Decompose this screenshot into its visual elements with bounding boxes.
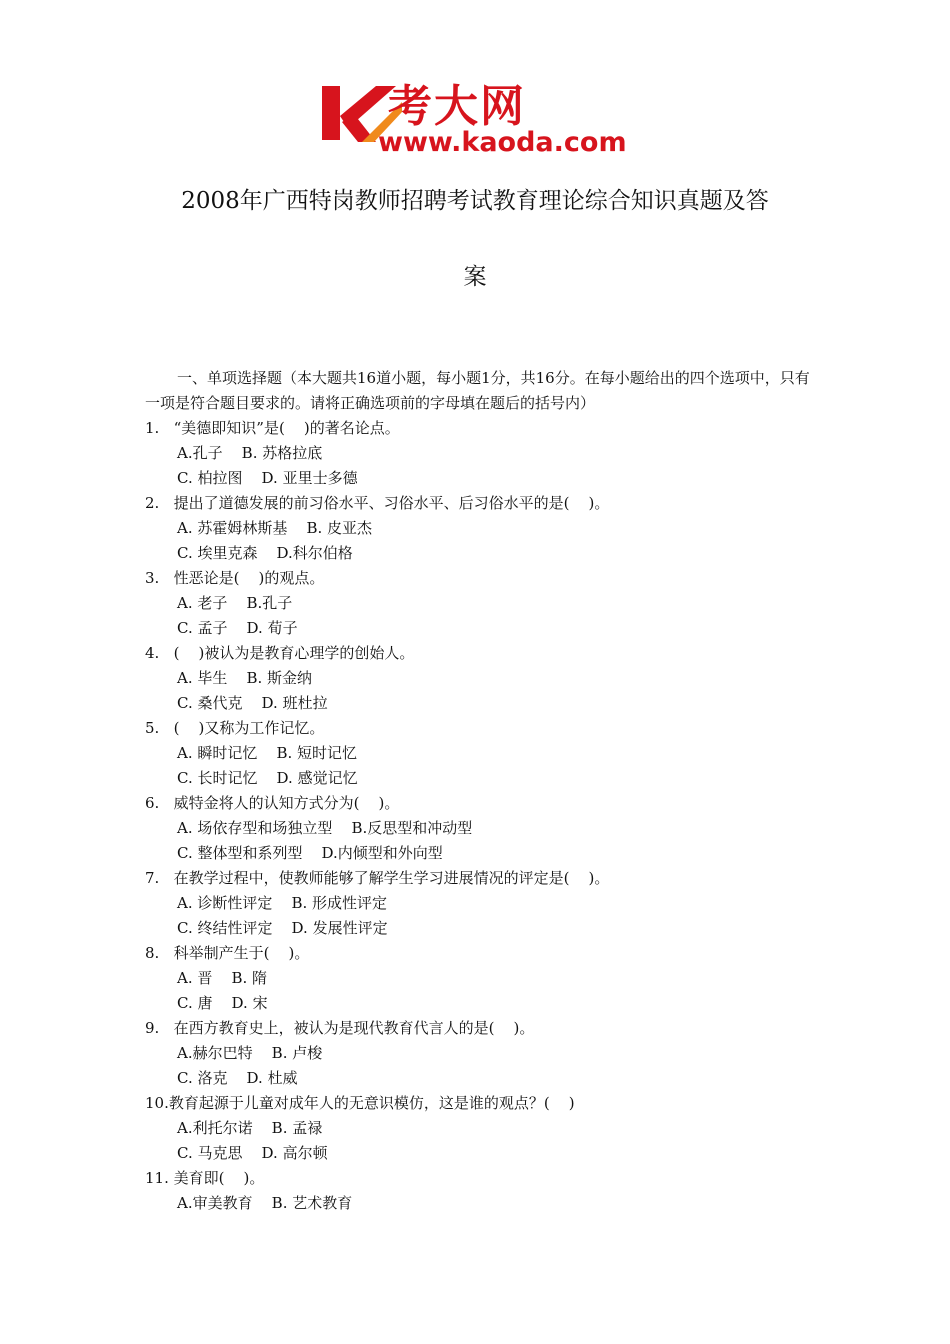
logo-url-text: www.kaoda.com — [378, 127, 627, 158]
question-1-options-cd: C. 柏拉图 D. 亚里士多德 — [177, 469, 358, 487]
kaoda-logo — [318, 82, 638, 162]
question-5-options-cd: C. 长时记忆 D. 感觉记忆 — [177, 769, 358, 787]
question-10-options-cd: C. 马克思 D. 高尔顿 — [177, 1144, 328, 1162]
document-title-line1: 2008年广西特岗教师招聘考试教育理论综合知识真题及答 — [181, 188, 769, 214]
question-8-options-ab: A. 晋 B. 隋 — [177, 969, 268, 987]
document-title-line2: 案 — [463, 264, 487, 290]
question-5: 5. ( )又称为工作记忆。 — [145, 719, 325, 737]
question-4-options-ab: A. 毕生 B. 斯金纳 — [177, 669, 313, 687]
question-8-options-cd: C. 唐 D. 宋 — [177, 994, 268, 1012]
question-2-options-cd: C. 埃里克森 D.科尔伯格 — [177, 544, 353, 562]
question-11: 11. 美育即( )。 — [145, 1169, 265, 1187]
logo-brand-text: 考大网 — [388, 81, 526, 132]
question-11-options-ab: A.审美教育 B. 艺术教育 — [177, 1194, 353, 1212]
question-9: 9. 在西方教育史上，被认为是现代教育代言人的是( )。 — [145, 1019, 535, 1037]
question-9-options-ab: A.赫尔巴特 B. 卢梭 — [177, 1044, 323, 1062]
question-8: 8. 科举制产生于( )。 — [145, 944, 310, 962]
question-7: 7. 在教学过程中，使教师能够了解学生学习进展情况的评定是( )。 — [145, 869, 610, 887]
question-6: 6. 威特金将人的认知方式分为( )。 — [145, 794, 400, 812]
question-1: 1. “美德即知识”是( )的著名论点。 — [145, 419, 400, 437]
section-intro: 一、单项选择题（本大题共16道小题，每小题1分，共16分。在每小题给出的四个选项中，只有一项是符合题目要求的。请将正确选项前的字母填在题后的括号内） — [145, 369, 810, 412]
question-9-options-cd: C. 洛克 D. 杜威 — [177, 1069, 298, 1087]
question-2: 2. 提出了道德发展的前习俗水平、习俗水平、后习俗水平的是( )。 — [145, 494, 610, 512]
question-10-options-ab: A.利托尔诺 B. 孟禄 — [177, 1119, 323, 1137]
question-3-options-cd: C. 孟子 D. 荀子 — [177, 619, 298, 637]
question-3-options-ab: A. 老子 B.孔子 — [177, 594, 293, 612]
question-4-options-cd: C. 桑代克 D. 班杜拉 — [177, 694, 328, 712]
question-2-options-ab: A. 苏霍姆林斯基 B. 皮亚杰 — [177, 519, 373, 537]
question-6-options-ab: A. 场依存型和场独立型 B.反思型和冲动型 — [177, 819, 473, 837]
question-1-options-ab: A.孔子 B. 苏格拉底 — [177, 444, 323, 462]
question-7-options-cd: C. 终结性评定 D. 发展性评定 — [177, 919, 388, 937]
question-6-options-cd: C. 整体型和系列型 D.内倾型和外向型 — [177, 844, 443, 862]
question-4: 4. ( )被认为是教育心理学的创始人。 — [145, 644, 415, 662]
question-5-options-ab: A. 瞬时记忆 B. 短时记忆 — [177, 744, 358, 762]
document-body — [145, 366, 820, 1216]
question-7-options-ab: A. 诊断性评定 B. 形成性评定 — [177, 894, 388, 912]
question-3: 3. 性恶论是( )的观点。 — [145, 569, 325, 587]
question-10: 10.教育起源于儿童对成年人的无意识模仿，这是谁的观点？( ) — [145, 1094, 575, 1112]
